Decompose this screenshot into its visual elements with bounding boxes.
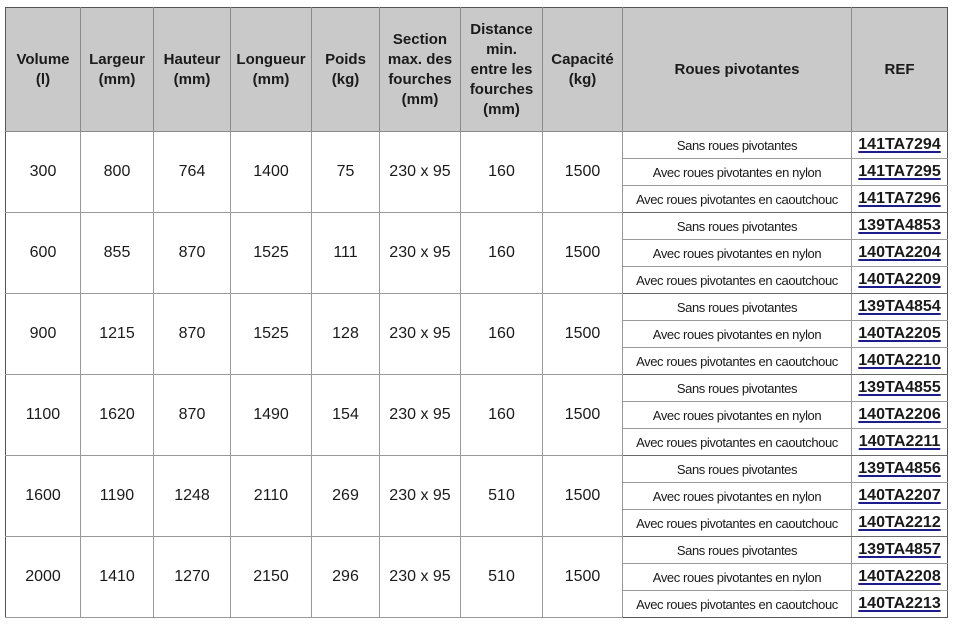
cell-section: 230 x 95 (380, 537, 461, 618)
header-ref: REF (852, 8, 948, 132)
cell-hauteur: 1248 (154, 456, 231, 537)
cell-ref (852, 159, 948, 186)
cell-distance: 510 (461, 537, 543, 618)
cell-distance: 510 (461, 456, 543, 537)
cell-roues: Avec roues pivotantes en caoutchouc (623, 429, 852, 456)
cell-hauteur: 870 (154, 213, 231, 294)
ref-link[interactable]: 140TA2209 (858, 271, 941, 288)
cell-longueur: 2150 (231, 537, 312, 618)
table-row (6, 375, 948, 402)
cell-volume: 900 (6, 294, 81, 375)
cell-capacite: 1500 (543, 213, 623, 294)
cell-roues: Avec roues pivotantes en caoutchouc (623, 186, 852, 213)
ref-link[interactable]: 140TA2212 (858, 514, 941, 531)
ref-link[interactable]: 139TA4854 (858, 298, 941, 315)
cell-distance: 160 (461, 213, 543, 294)
cell-ref (852, 348, 948, 375)
cell-ref (852, 267, 948, 294)
cell-roues: Avec roues pivotantes en nylon (623, 321, 852, 348)
cell-ref (852, 510, 948, 537)
cell-capacite: 1500 (543, 537, 623, 618)
cell-poids: 75 (312, 132, 380, 213)
cell-ref (852, 402, 948, 429)
table-row (6, 213, 948, 240)
cell-hauteur: 870 (154, 375, 231, 456)
ref-link[interactable]: 140TA2207 (858, 487, 941, 504)
cell-roues: Avec roues pivotantes en caoutchouc (623, 348, 852, 375)
cell-distance: 160 (461, 294, 543, 375)
cell-volume: 1100 (6, 375, 81, 456)
ref-link[interactable]: 141TA7295 (858, 163, 941, 180)
cell-roues: Sans roues pivotantes (623, 294, 852, 321)
cell-ref (852, 186, 948, 213)
header-poids: Poids (kg) (312, 8, 380, 132)
cell-capacite: 1500 (543, 132, 623, 213)
cell-distance: 160 (461, 132, 543, 213)
cell-roues: Sans roues pivotantes (623, 456, 852, 483)
ref-link[interactable]: 141TA7296 (858, 190, 941, 207)
cell-largeur: 1190 (81, 456, 154, 537)
ref-link[interactable]: 139TA4857 (858, 541, 941, 558)
cell-roues: Sans roues pivotantes (623, 132, 852, 159)
ref-link[interactable]: 139TA4853 (858, 217, 941, 234)
cell-ref (852, 213, 948, 240)
cell-distance: 160 (461, 375, 543, 456)
ref-link[interactable]: 140TA2205 (858, 325, 941, 342)
cell-ref (852, 132, 948, 159)
ref-link[interactable]: 140TA2208 (858, 568, 941, 585)
table-row (6, 537, 948, 564)
header-largeur: Largeur (mm) (81, 8, 154, 132)
cell-capacite: 1500 (543, 375, 623, 456)
cell-volume: 1600 (6, 456, 81, 537)
cell-roues: Avec roues pivotantes en caoutchouc (623, 267, 852, 294)
cell-poids: 128 (312, 294, 380, 375)
cell-roues: Sans roues pivotantes (623, 375, 852, 402)
cell-roues: Avec roues pivotantes en nylon (623, 402, 852, 429)
cell-hauteur: 870 (154, 294, 231, 375)
cell-capacite: 1500 (543, 294, 623, 375)
ref-link[interactable]: 141TA7294 (858, 136, 941, 153)
header-section: Section max. des fourches (mm) (380, 8, 461, 132)
cell-largeur: 1620 (81, 375, 154, 456)
product-table-container (5, 7, 947, 621)
cell-section: 230 x 95 (380, 294, 461, 375)
header-roues: Roues pivotantes (623, 8, 852, 132)
table-body (6, 132, 948, 618)
product-table (5, 7, 948, 618)
cell-roues: Avec roues pivotantes en nylon (623, 564, 852, 591)
cell-section: 230 x 95 (380, 456, 461, 537)
table-row (6, 456, 948, 483)
cell-longueur: 1400 (231, 132, 312, 213)
header-row (6, 8, 948, 132)
cell-capacite: 1500 (543, 456, 623, 537)
cell-roues: Avec roues pivotantes en nylon (623, 159, 852, 186)
cell-volume: 600 (6, 213, 81, 294)
cell-ref (852, 375, 948, 402)
ref-link[interactable]: 140TA2210 (858, 352, 941, 369)
cell-ref (852, 294, 948, 321)
ref-link[interactable]: 140TA2206 (858, 406, 941, 423)
cell-roues: Avec roues pivotantes en nylon (623, 483, 852, 510)
cell-volume: 2000 (6, 537, 81, 618)
ref-link[interactable]: 139TA4856 (858, 460, 941, 477)
cell-largeur: 1410 (81, 537, 154, 618)
cell-ref (852, 537, 948, 564)
cell-section: 230 x 95 (380, 375, 461, 456)
cell-poids: 111 (312, 213, 380, 294)
cell-hauteur: 764 (154, 132, 231, 213)
header-hauteur: Hauteur (mm) (154, 8, 231, 132)
cell-roues: Avec roues pivotantes en caoutchouc (623, 591, 852, 618)
cell-ref (852, 564, 948, 591)
cell-longueur: 2110 (231, 456, 312, 537)
cell-poids: 269 (312, 456, 380, 537)
cell-hauteur: 1270 (154, 537, 231, 618)
cell-ref (852, 321, 948, 348)
cell-roues: Avec roues pivotantes en nylon (623, 240, 852, 267)
cell-largeur: 800 (81, 132, 154, 213)
cell-ref (852, 429, 948, 456)
cell-roues: Avec roues pivotantes en caoutchouc (623, 510, 852, 537)
cell-largeur: 855 (81, 213, 154, 294)
cell-ref (852, 591, 948, 618)
cell-section: 230 x 95 (380, 213, 461, 294)
cell-longueur: 1525 (231, 213, 312, 294)
cell-ref (852, 483, 948, 510)
header-volume: Volume (l) (6, 8, 81, 132)
cell-poids: 154 (312, 375, 380, 456)
cell-longueur: 1525 (231, 294, 312, 375)
cell-ref (852, 456, 948, 483)
table-row (6, 132, 948, 159)
cell-volume: 300 (6, 132, 81, 213)
cell-poids: 296 (312, 537, 380, 618)
ref-link[interactable]: 140TA2213 (858, 595, 941, 612)
ref-link[interactable]: 140TA2204 (858, 244, 941, 261)
cell-roues: Sans roues pivotantes (623, 537, 852, 564)
table-row (6, 294, 948, 321)
header-capacite: Capacité (kg) (543, 8, 623, 132)
cell-roues: Sans roues pivotantes (623, 213, 852, 240)
header-longueur: Longueur (mm) (231, 8, 312, 132)
cell-longueur: 1490 (231, 375, 312, 456)
cell-section: 230 x 95 (380, 132, 461, 213)
cell-largeur: 1215 (81, 294, 154, 375)
header-distance: Distance min. entre les fourches (mm) (461, 8, 543, 132)
cell-ref (852, 240, 948, 267)
ref-link[interactable]: 140TA2211 (858, 433, 941, 450)
ref-link[interactable]: 139TA4855 (858, 379, 941, 396)
